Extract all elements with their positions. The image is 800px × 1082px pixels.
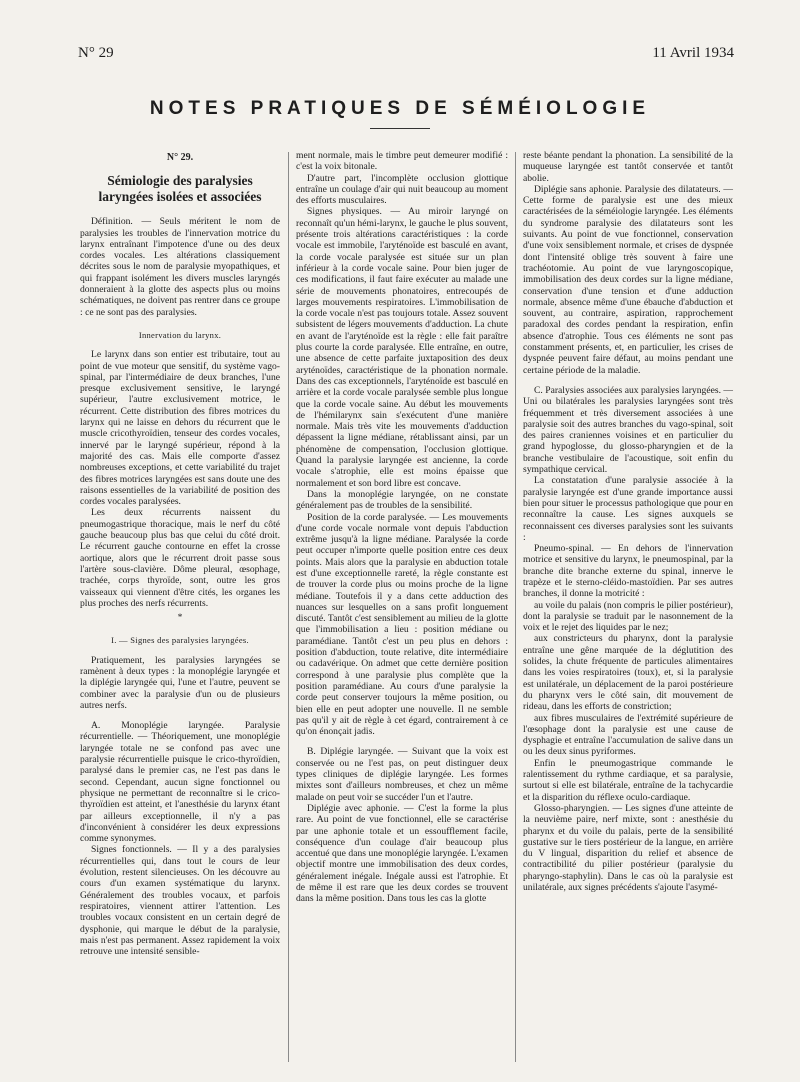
paragraph: Enfin le pneumogastrique commande le ralentissement du rythme cardiaque, et sa paralysie, surtout si elle est bilatérale, entraîne de la tachycardie et la disparition du réflexe oculo-cardiaque. — [523, 757, 733, 803]
issue-number: N° 29 — [78, 45, 114, 61]
paragraph: ment normale, mais le timbre peut demeurer modifié : c'est la voix bitonale. — [296, 150, 508, 173]
column-2 — [296, 150, 508, 905]
paragraph-signes-physiques: Signes physiques. — Au miroir laryngé on reconnaît qu'un hémi-larynx, le gauche le plus souvent, présente trois altérations caractéristiques : la corde vocale est immobile, l'aryténoïde est basculé en avant, la corde vocale paralysée est située sur un plan inférieur à la corde vocale saine. Pour bien juger de ces modifications, il faut faire exécuter au malade une série de mouvements phonatoires, entrecoupés de larges mouvements respiratoires. L'immobilisation de la corde vocale n'est pas toujours totale. Assez souvent subsistent de légers mouvements d'adduction. La chute en avant de l'aryténoïde est la règle : elle fait paraître plus courte la corde paralysée. Elle entraîne, en outre, une absence de cette parfaite juxtaposition des deux aryténoïdes, caractéristique de la phonation normale. Dans des cas exceptionnels, l'aryténoïde est basculé en arrière et la corde vocale paralysée semble plus longue que la corde vocale saine. Au début les mouvements de l'hémilarynx sain s'exécutent d'une manière normale. Mais très vite les mouvements d'adduction dépassent la ligne médiane, rétablissant ainsi, par un phénomène de compensation, l'occlusion glottique. Quand la paralysie laryngée est ancienne, la corde vocale s'atrophie, elle est moins épaisse que normalement et son bord libre est concave. — [296, 206, 508, 489]
paragraph: Les deux récurrents naissent du pneumogastrique thoracique, mais le nerf du côté gauche beaucoup plus bas que celui du côté droit. Le récurrent gauche contourne en effet la crosse aortique, alors que le récurrent droit passe sous l'artère sous-clavière. Dôme pleural, œsophage, trachée, corps thyroïde, sont, outre les gros vaisseaux qui viennent d'être cités, les organes les plus proches des nerfs récurrents. — [80, 507, 280, 609]
paragraph-monoplegie: A. Monoplégie laryngée. Paralysie récurrentielle. — Théoriquement, une monoplégie laryngée totale ne se confond pas avec une paralysie récurrentielle puisque le crico-thyroïdien, paralysé dans le premier cas, ne l'est pas dans le second. Cependant, aucun signe fonctionnel ou physique ne permettant de reconnaître si le crico-thyroïdien est atteint, et l'anesthésie du larynx étant par ailleurs exceptionnelle, il n'y a pas d'inconvénient à considérer les deux expressions comme synonymes. — [80, 720, 280, 845]
column-1 — [80, 150, 280, 957]
article-title: Sémiologie des paralysies laryngées isolées et associées — [98, 173, 262, 204]
banner-rule — [370, 128, 430, 129]
paragraph: Le larynx dans son entier est tributaire, tout au point de vue moteur que sensitif, du système vago-spinal, par l'intermédiaire de deux branches, l'une presque exclusivement sensitive, le laryngé supérieur, l'autre exclusivement motrice, le récurrent. Cette distribution des fibres motrices du larynx qui ne laisse en dehors du récurrent que le muscle cricothyroïdien, tenseur des cordes vocales, innervé par le laryngé supérieur, répond à la majorité des cas. Mais elle comporte d'assez nombreuses exceptions, et cette variabilité du trajet des fibres motrices laryngées est sans doute une des raisons essentielles de la variabilité de position des cordes vocales paralysées. — [80, 349, 280, 508]
page-header — [78, 45, 734, 65]
paragraph-glosso-pharyngien: Glosso-pharyngien. — Les signes d'une atteinte de la neuvième paire, nerf mixte, sont : anesthésie du pharynx et du voile du palais, perte de la sensibilité gustative sur le tiers postérieur de la langue, en arrière du V lingual, disparition du relief et absence de contractibilité du pilier postérieur (paralysie du pharyngo-staphylin). Dans le cas où la paralysie est unilatérale, aux signes précédents s'ajoute l'asymé- — [523, 802, 733, 893]
paragraph-paralysies-associees: C. Paralysies associées aux paralysies laryngées. — Uni ou bilatérales les paralysies laryngées sont très fréquemment et très diversement associées à une paralysie soit des autres branches du vago-spinal, soit des paires craniennes voisines et en particulier du grand hypoglosse, du glosso-pharyngien et de la branche vestibulaire de l'acoustique, soit enfin du sympathique cervical. — [523, 384, 733, 476]
paragraph-definition: Définition. — Seuls méritent le nom de paralysies les troubles de l'innervation motrice du larynx entraînant l'impotence d'une ou des deux cordes vocales. Les altérations classiquement décrites sous le nom de paralysie myopathiques, et qui frappant isolément les divers muscles laryngés donneraient à la glotte des aspects plus ou moins schématiques, ne doivent pas rentrer dans ce groupe : ce ne sont pas des paralysies. — [80, 216, 280, 318]
column-divider — [288, 152, 289, 1062]
list-item: au voile du palais (non compris le pilier postérieur), dont la paralysie se traduit par le nasonnement de la voix et le rejet des liquides par le nez; — [523, 599, 734, 634]
paragraph: Pratiquement, les paralysies laryngées se ramènent à deux types : la monoplégie laryngée et la diplégie laryngée qui, l'une et l'autre, peuvent se combiner avec la paralysie d'un ou de plusieurs autres nerfs. — [80, 654, 280, 711]
column-divider — [515, 152, 516, 1062]
paragraph-diplegie-aphonie: Diplégie avec aphonie. — C'est la forme la plus rare. Au point de vue fonctionnel, elle se caractérise par une aphonie totale et un essoufflement facile, conséquence d'un coulage d'air beaucoup plus accentué que dans une monoplégie laryngée. L'examen objectif montre une immobilisation des deux cordes, généralement inégale. Inégale aussi est l'atrophie. Et de même il est rare que les deux cordes se trouvent dans la même position. Dans tous les cas la glotte — [296, 802, 508, 905]
list-item: aux constricteurs du pharynx, dont la paralysie entraîne une gêne marquée de la déglutition des solides, la chute fréquente de particules alimentaires dans les voies respiratoires (toux), et, si la paralysie est unilatérale, un déplacement de la paroi postérieure du pharynx vers le côté sain, dit mouvement de rideau, dans les efforts de constriction; — [523, 633, 733, 713]
section-heading-innervation: Innervation du larynx. — [138, 329, 222, 340]
paragraph-diplegie-sans-aphonie: Diplégie sans aphonie. Paralysie des dilatateurs. — Cette forme de paralysie est une des mieux caractérisées de la séméiologie laryngée. Les éléments du syndrome paralysie des dilatateurs sont les suivants. Au point de vue fonctionnel, conservation d'une voix sensiblement normale, et crises de dyspnée dont l'intensité oblige très souvent à faire une trachéotomie. Au point de vue laryngoscopique, immobilisation des deux cordes sur la ligne médiane, conservation d'une tension et d'une adduction normale, absence même d'une ébauche d'abduction et souvent, au contraire, aspiration, rapprochement paradoxal des cordes pendant la respiration, enfin absence d'atrophie. Tous ces éléments ne sont pas constamment présents, et, en particulier, les crises de dyspnée peuvent faire défaut, au moins pendant une certaine période de la maladie. — [523, 183, 733, 376]
article-number: N° 29. — [166, 152, 194, 163]
paragraph-diplegie: B. Diplégie laryngée. — Suivant que la voix est conservée ou ne l'est pas, on peut distinguer deux types cliniques de diplégie laryngée. Les formes mixtes sont d'ailleurs nombreuses, et chez un même malade on peut voir se succéder l'un et l'autre. — [296, 746, 508, 803]
paragraph-position-corde: Position de la corde paralysée. — Les mouvements d'une corde vocale normale vont depuis l'abduction extrême jusqu'à la ligne médiane. Paralysée la corde peut occuper n'importe quelle position entre ces deux points. Mais alors que la paralysie en abduction totale est d'une exceptionnelle rareté, la règle constante est de trouver la corde plus ou moins proche de la ligne médiane. Toutefois il y a dans cette adduction des nuances sur lesquelles on a sans profit longuement discuté. Tantôt c'est sensiblement au milieu de la glotte que l'immobilisation a lieu : position médiane ou paramédiane. Tantôt c'est un peu plus en dehors : position d'abduction, toute relative, dite intermédiaire ou cadavérique. On admet que cette dernière position correspond à une paralysie plus complète que la position paramédiane. Au cours d'une paralysie la corde peut conserver toujours la même position, ou bien elle en peut adopter une nouvelle. Il ne semble pas qu'il y ait de règle à cet égard, contrairement à ce qu'on énonçait jadis. — [296, 511, 508, 738]
separator-star: * — [177, 612, 183, 624]
column-3 — [523, 150, 733, 893]
paragraph: reste béante pendant la phonation. La sensibilité de la muqueuse laryngée est tantôt conservée et tantôt abolie. — [523, 150, 733, 184]
section-banner: NOTES PRATIQUES DE SÉMÉIOLOGIE — [149, 98, 651, 119]
list-item: aux fibres musculaires de l'extrémité supérieure de l'œsophage dont la paralysie est une cause de dysphagie et entraîne l'accumulation de salive dans un ou les deux sinus pyriformes. — [523, 712, 733, 758]
issue-date: 11 Avril 1934 — [652, 45, 734, 61]
paragraph: Dans la monoplégie laryngée, on ne constate généralement pas de troubles de la sensibilité. — [296, 488, 508, 512]
paragraph: La constatation d'une paralysie associée à la paralysie laryngée est d'une grande importance aussi bien pour situer le processus pathologique que pour en reconnaître la cause. Les signes auxquels se reconnaissent ces diverses paralysies sont les suivants : — [523, 475, 733, 543]
paragraph-pneumo-spinal: Pneumo-spinal. — En dehors de l'innervation motrice et sensitive du larynx, le pneumospinal, par la branche dite branche externe du spinal, innerve le trapèze et le sterno-cléido-mastoïdien. Par ses autres branches, il donne la motricité : — [523, 543, 733, 600]
section-heading-signes: I. — Signes des paralysies laryngées. — [111, 635, 249, 646]
paragraph: D'autre part, l'incomplète occlusion glottique entraîne un coulage d'air qui nuit beaucoup au moment des efforts musculaires. — [296, 172, 508, 207]
paragraph-signes-fonctionnels: Signes fonctionnels. — Il y a des paralysies récurrentielles qui, dans tout le cours de leur évolution, restent silencieuses. On les découvre au cours d'un examen systématique du larynx. Généralement des troubles vocaux, et parfois respiratoires, viennent attirer l'attention. Les troubles vocaux consistent en un certain degré de dysphonie, qui marque le début de la paralysie, mais n'est pas permanent. Assez rapidement la voix retrouve une intensité sensible- — [80, 844, 280, 958]
